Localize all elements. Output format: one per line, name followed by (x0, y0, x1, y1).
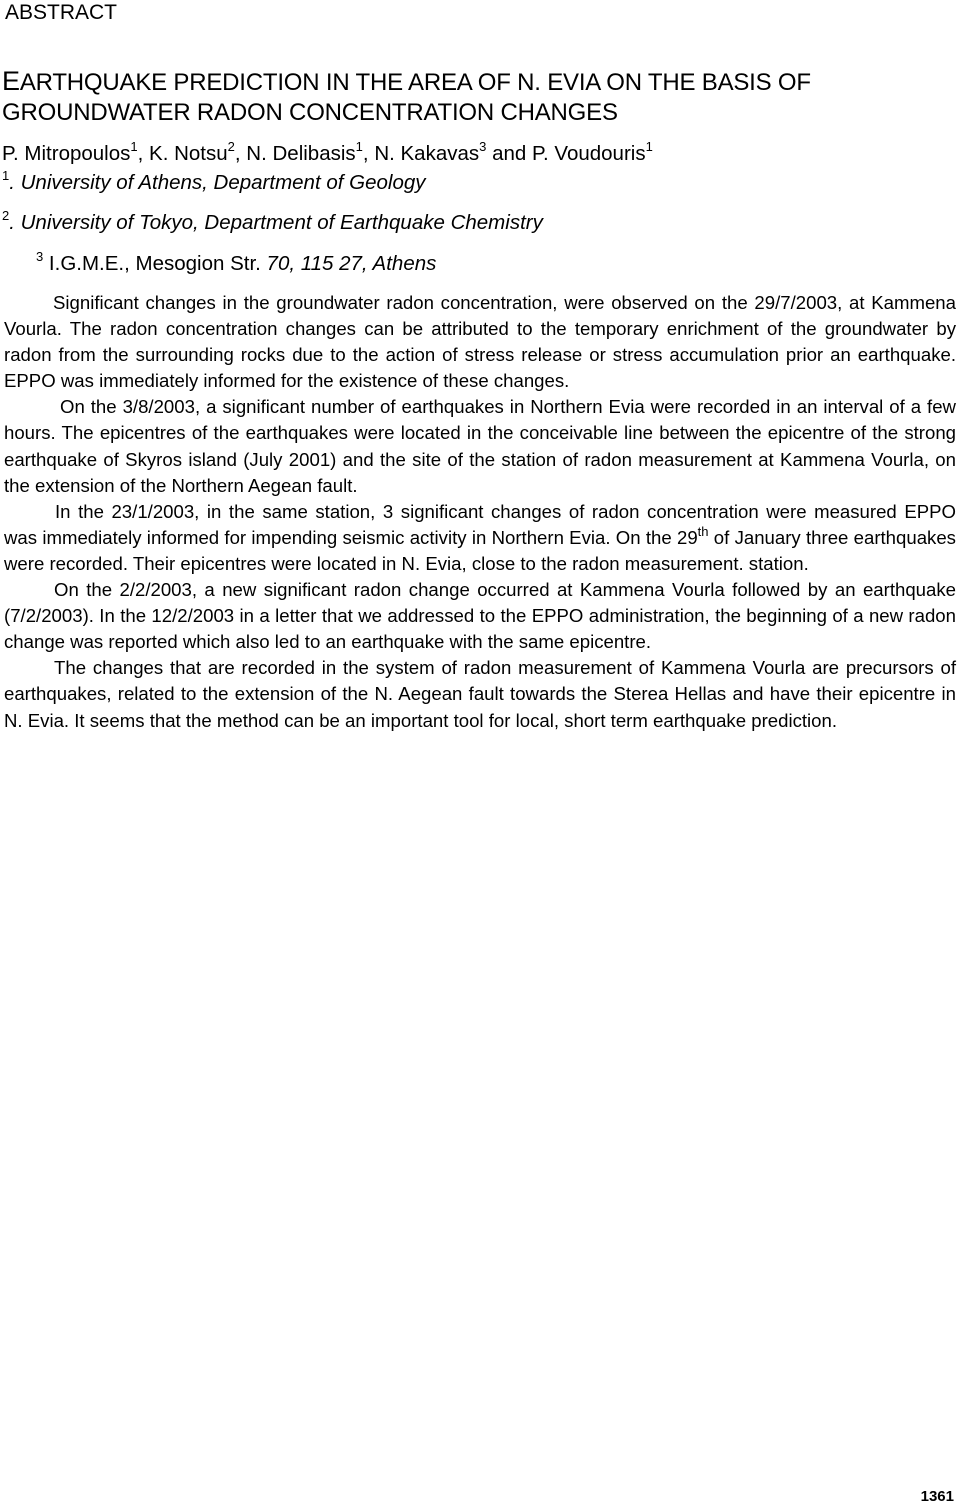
author-list (2, 140, 653, 168)
author-name: P. Voudouris (531, 142, 646, 165)
page-number: 1361 (920, 1488, 954, 1505)
abstract-paragraph: On the 3/8/2003, a significant number of earthquakes in Northern Evia were recorded in an interval of a few hours. The epicentres of the earthquakes were located in the conceivable line between the epicentre of the strong earthquake of Skyros island (July 2001) and the site of the station of radon measurement at Kammena Vourla, on the extension of the Northern Aegean fault. (4, 396, 956, 496)
abstract-paragraph: Significant changes in the groundwater radon concentration, were observed on the 29/7/2003, at Kammena Vourla. The radon concentration changes can be attributed to the temporary enrichment of the groundwater by radon from the surrounding rocks due to the action of stress release or stress accumulation prior an earthquake. EPPO was immediately informed for the existence of these changes. (4, 292, 956, 392)
affiliation-number: 3 (36, 249, 44, 265)
abstract-paragraph: On the 2/2/2003, a new significant radon change occurred at Kammena Vourla followed by an earthquake (7/2/2003). In the 12/2/2003 in a letter that we addressed to the EPPO administration, the beginning of a new radon change was reported which also led to an earthquake with the same epicentre. (4, 579, 956, 653)
author-separator: , (234, 142, 247, 165)
author-name: P. Mitropoulos (2, 142, 131, 165)
author-affiliation-mark: 1 (130, 139, 138, 155)
paragraph-text: In the 23/1/2003, in the same station, 3 significant changes of radon concentration were measured EPPO was immediately informed for impending seismic activity in Northern Evia. On the 29 (4, 500, 956, 548)
title-rest: ARTHQUAKE PREDICTION IN THE AREA OF N. EVIA ON THE BASIS OF GROUNDWATER RADON CONCENTRATION CHANGES (2, 69, 811, 126)
author-name: N. Kakavas (374, 142, 480, 165)
author-name: K. Notsu (149, 142, 228, 165)
title-first-letter: E (2, 66, 20, 96)
affiliation-2 (2, 210, 543, 236)
author-separator: , (137, 142, 150, 165)
section-label: ABSTRACT (5, 1, 118, 24)
author-name: N. Delibasis (246, 142, 356, 165)
ordinal-suffix: th (697, 523, 709, 539)
author-affiliation-mark: 3 (479, 139, 487, 155)
affiliation-text: . University of Athens, Department of Geology (9, 171, 426, 194)
affiliation-3 (36, 251, 436, 277)
author-separator: , (362, 142, 375, 165)
affiliation-address: 70, 115 27, Athens (266, 252, 437, 275)
affiliation-text: I.G.M.E., Mesogion Str. (43, 252, 267, 275)
abstract-paragraph: The changes that are recorded in the system of radon measurement of Kammena Vourla are precursors of earthquakes, related to the extension of the N. Aegean fault towards the Sterea Hellas and have their epicentre in N. Evia. It seems that the method can be an important tool for local, short term earthquake prediction. (4, 657, 956, 731)
author-affiliation-mark: 1 (355, 139, 363, 155)
affiliation-text: . University of Tokyo, Department of Earthquake Chemistry (9, 211, 543, 234)
affiliation-number: 1 (2, 168, 10, 184)
author-affiliation-mark: 1 (645, 139, 653, 155)
abstract-body (4, 290, 956, 734)
paragraph-text: of January three earthquakes were recorded. Their epicentres were located in N. Evia, close to the radon measurement. station. (4, 526, 956, 574)
affiliation-1 (2, 170, 426, 196)
author-conjunction: and (486, 142, 532, 165)
paper-title (2, 66, 952, 128)
author-affiliation-mark: 2 (227, 139, 235, 155)
abstract-paragraph (4, 499, 956, 577)
affiliation-number: 2 (2, 208, 10, 224)
